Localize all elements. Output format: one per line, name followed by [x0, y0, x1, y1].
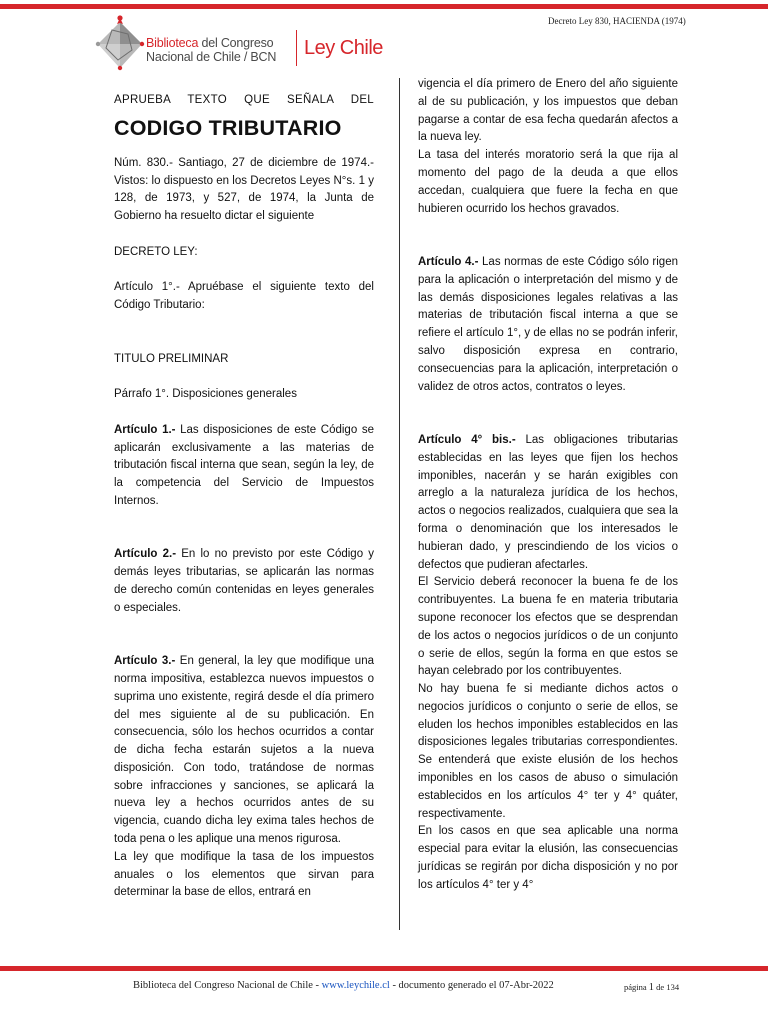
article-4-bis-paragraph-3: No hay buena fe si mediante dichos actos o negocios jurídicos o conjunto o serie de ellos, se eluden los hechos imponibles establecidos en las disposiciones legales tributarias correspondientes. Se entenderá que existe elusión de los hechos imponibles en los casos de abuso o simulación establecidos en los artículos 4° ter y 4° quáter, respectivamente.: [418, 683, 678, 820]
footer-generated-date: - documento generado el 07-Abr-2022: [389, 980, 554, 991]
bcn-logo[interactable]: [92, 14, 392, 76]
page-label: página: [624, 982, 647, 992]
page-total: de 134: [656, 982, 680, 992]
leychile-link[interactable]: www.leychile.cl: [321, 980, 390, 991]
article-4-title: Artículo 4.-: [418, 255, 479, 268]
right-column: [418, 76, 678, 895]
article-1-title: Artículo 1.-: [114, 423, 176, 436]
footer-text: [133, 980, 554, 991]
article-4-text: Las normas de este Código sólo rigen para la aplicación o interpretación del mismo y de las demás disposiciones legales relativas a las materias de tributación fiscal interna a que se refiere el artículo 1°, y de ellas no se podrán inferir, salvo disposición expresa en contrario, consecuencias para la aplicación, interpretación o validez de otros actos, contratos o leyes.: [418, 255, 678, 393]
article-4: [418, 254, 678, 396]
article-3-text: En general, la ley que modifique una norma impositiva, establezca nuevos impuestos o suprima uno existente, regirá desde el día primero del mes siguiente al de su publicación. En consecuencia, sólo los hechos ocurridos a contar de dicha fecha estarán sujetos a la nueva disposición. Con todo, tratándose de normas sobre infracciones y sanciones, se aplicará la nueva ley a hechos ocurridos antes de su vigencia, cuando dicha ley exima tales hechos de toda pena o les aplique una menos rigurosa.: [114, 655, 374, 846]
article-4-bis-title: Artículo 4° bis.-: [418, 433, 516, 446]
article-4-bis-paragraph-4: En los casos en que sea aplicable una norma especial para evitar la elusión, las consecuencias jurídicas se regirán por dicha disposición y no por los artículos 4° ter y 4°: [418, 825, 678, 891]
header-red-rule: [0, 4, 768, 9]
page-number: [624, 982, 679, 993]
article-3: [114, 653, 374, 849]
document-title: CODIGO TRIBUTARIO: [114, 115, 342, 140]
article-3-title: Artículo 3.-: [114, 655, 176, 668]
article-3-interest-paragraph: La tasa del interés moratorio será la que rija al momento del pago de la deuda a que ellos accedan, cualquiera que fuere la fecha en que hubieren ocurrido los hechos gravados.: [418, 149, 678, 215]
column-divider: [399, 78, 400, 930]
article-3-paragraph-2: La ley que modifique la tasa de los impuestos anuales o los elementos que sirvan para determinar la base de ellos, entrará en: [114, 850, 374, 899]
footer-red-rule: [0, 966, 768, 971]
bcn-emblem-icon: [92, 14, 148, 74]
article-1: [114, 422, 374, 511]
titulo-preliminar-heading: TITULO PRELIMINAR: [114, 352, 229, 365]
document-subtitle: APRUEBA TEXTO QUE SEÑALA DEL: [114, 94, 374, 106]
article-4-bis-text: Las obligaciones tributarias establecidas en las leyes que fijen los hechos imponibles, nacerán y se harán exigibles con arreglo a la naturaleza jurídica de los hechos, actos o negocios realizados, cualquiera que sea la forma o denominación que los interesados le hubieran dado, y prescindiendo de los vicios o defectos que pudieran afectarles.: [418, 433, 678, 571]
article-2: [114, 546, 374, 617]
article-4-bis: [418, 432, 678, 574]
article-1-approval: Artículo 1°.- Apruébase el siguiente texto del Código Tributario:: [114, 281, 374, 312]
article-4-bis-paragraph-2: El Servicio deberá reconocer la buena fe de los contribuyentes. La buena fe en materia tributaria supone reconocer los efectos que se desprendan de los actos o negocios jurídicos o de un conjunto o serie de ellos, según la forma en que estos se hayan celebrado por los contribuyentes.: [418, 576, 678, 678]
logo-brand-biblioteca: Biblioteca: [146, 36, 199, 50]
article-3-continuation: vigencia el día primero de Enero del año siguiente al de su publicación, y los impuestos que deban pagarse a contar de esa fecha quedarán afectos a la nueva ley.: [418, 78, 678, 144]
decreto-ley-heading: DECRETO LEY:: [114, 245, 198, 258]
logo-separator: [296, 30, 297, 66]
logo-brand-line2: Nacional de Chile / BCN: [146, 50, 277, 64]
page-current: 1: [648, 982, 655, 993]
document-reference: Decreto Ley 830, HACIENDA (1974): [548, 16, 686, 26]
footer-source: Biblioteca del Congreso Nacional de Chile -: [133, 980, 322, 991]
logo-brand-congreso: del Congreso: [198, 36, 274, 50]
decree-intro: Núm. 830.- Santiago, 27 de diciembre de 1974.- Vistos: lo dispuesto en los Decretos Leyes N°s. 1 y 128, de 1973, y 527, de 1974, la Junta de Gobierno ha resuelto dictar el siguiente: [114, 156, 374, 223]
article-2-text: En lo no previsto por este Código y demás leyes tributarias, se aplicarán las normas de derecho común contenidas en leyes generales o especiales.: [114, 548, 375, 614]
article-2-title: Artículo 2.-: [114, 548, 177, 561]
parrafo-heading: Párrafo 1°. Disposiciones generales: [114, 388, 297, 401]
bcn-logo-text: [146, 36, 276, 64]
left-column: [114, 92, 374, 902]
ley-chile-wordmark: Ley Chile: [304, 37, 383, 59]
article-1-text: Las disposiciones de este Código se aplicarán exclusivamente a las materias de tributación fiscal interna que sean, según la ley, de la competencia del Servicio de Impuestos Internos.: [114, 423, 374, 507]
